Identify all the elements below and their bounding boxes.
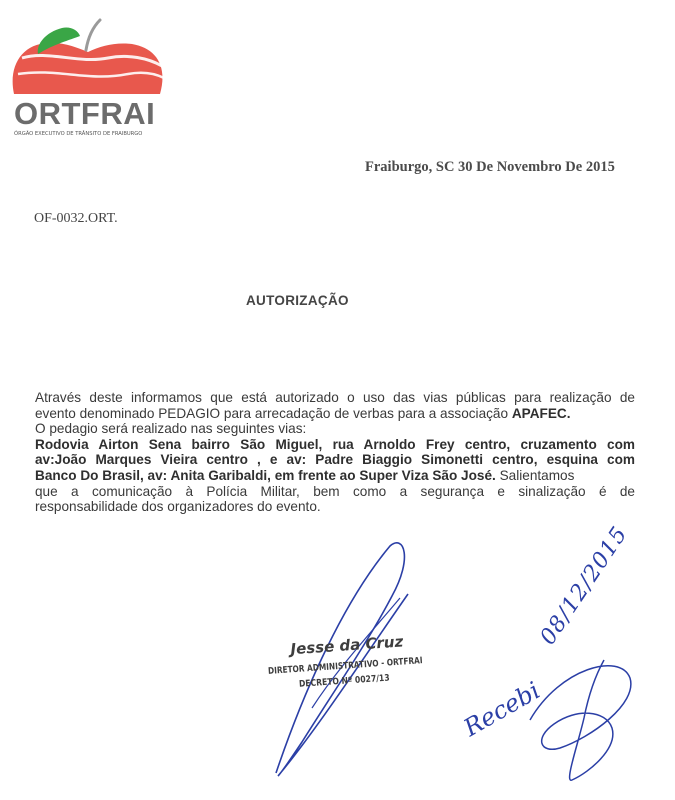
logo-subtitle: ÓRGÃO EXECUTIVO DE TRÂNSITO DE FRAIBURGO bbox=[14, 131, 143, 137]
body-line: Através deste informamos que está autorizado o uso das vias públicas para realização de bbox=[35, 390, 635, 405]
stamp-role: DIRETOR ADMINISTRATIVO - ORTFRAI bbox=[267, 656, 423, 677]
association-name: APAFEC. bbox=[511, 405, 571, 421]
apple-logo-icon bbox=[8, 14, 168, 104]
document-reference: OF-0032.ORT. bbox=[34, 211, 118, 226]
document-title: AUTORIZAÇÃO bbox=[246, 293, 349, 308]
handwritten-received: Recebi bbox=[459, 676, 545, 743]
body-line: que a comunicação à Polícia Militar, bem como a segurança e sinalização é de bbox=[35, 483, 635, 499]
body-line: Rodovia Airton Sena bairro São Miguel, rua Arnoldo Frey centro, cruzamento com bbox=[35, 436, 635, 452]
body-line: av:João Marques Vieira centro , e av: Padre Biaggio Simonetti centro, esquina com bbox=[35, 452, 635, 468]
official-stamp bbox=[266, 630, 440, 712]
receiver-signature bbox=[520, 648, 640, 788]
body-line: O pedagio será realizado nas seguintes vias: bbox=[35, 421, 307, 437]
stamp-name: Jesse da Cruz bbox=[289, 632, 404, 659]
body-line: evento denominado PEDAGIO para arrecadação de verbas para a associação APAFEC. bbox=[35, 405, 571, 421]
date-line: Fraiburgo, SC 30 De Novembro De 2015 bbox=[365, 159, 615, 175]
logo-wordmark: ORTFRAI bbox=[14, 96, 156, 131]
handwritten-date: 08/12/2015 bbox=[535, 522, 633, 650]
ortfrai-logo bbox=[8, 14, 168, 137]
body-line: Banco Do Brasil, av: Anita Garibaldi, em frente ao Super Viza São José. Salientamos bbox=[35, 467, 575, 483]
authorization-body bbox=[35, 390, 635, 515]
body-line: responsabilidade dos organizadores do evento. bbox=[35, 499, 321, 515]
stamp-decree: DECRETO Nº 0027/13 bbox=[298, 673, 390, 690]
